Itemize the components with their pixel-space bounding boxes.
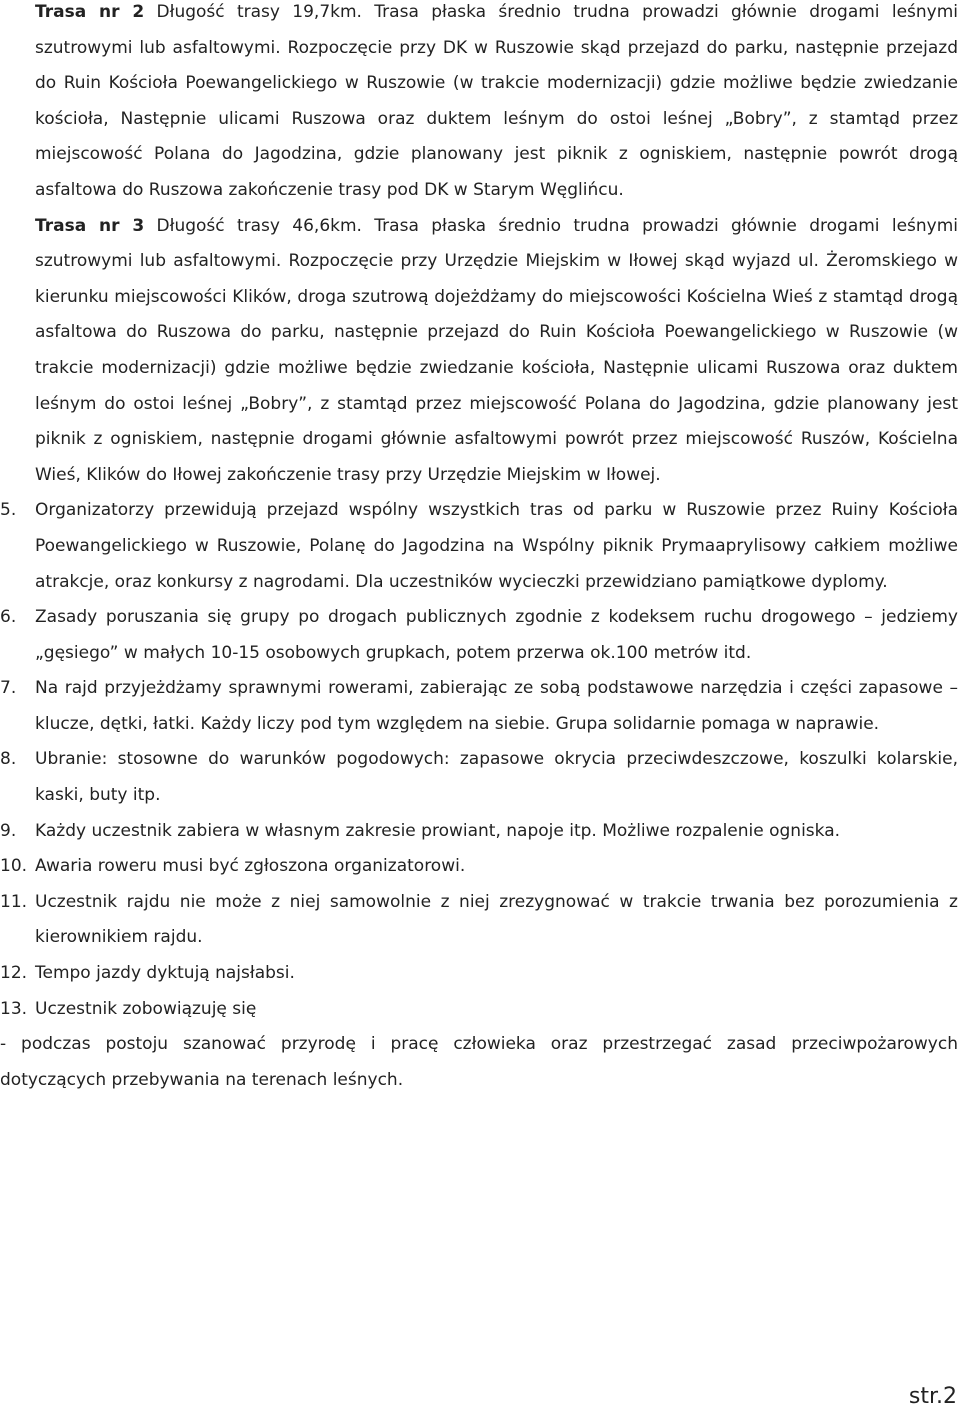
list-item-number: 6. (0, 607, 17, 628)
list-item (0, 671, 960, 742)
list-item-number: 10. (0, 856, 28, 877)
route-2-label: Trasa nr 2 (35, 2, 145, 22)
list-item-number: 8. (0, 749, 17, 770)
list-item-text: Uczestnik zobowiązuję się (35, 998, 257, 1019)
obligation-dash-item: - podczas postoju szanować przyrodę i pracę człowieka oraz przestrzegać zasad przeciwpożarowych dotyczących przebywania na terenach leśnych. (0, 1034, 958, 1090)
list-item (0, 885, 960, 956)
list-item-number: 13. (0, 998, 28, 1019)
list-item-number: 11. (0, 891, 28, 912)
list-item-number: 12. (0, 963, 28, 984)
rules-list (0, 493, 960, 1027)
route-3-paragraph (0, 209, 960, 494)
list-item (0, 600, 960, 671)
route-2-paragraph (0, 0, 960, 209)
list-item-text: Awaria roweru musi być zgłoszona organizatorowi. (35, 856, 466, 877)
list-item-number: 9. (0, 820, 17, 841)
list-item (0, 849, 960, 885)
list-item-text: Zasady poruszania się grupy po drogach publicznych zgodnie z kodeksem ruchu drogowego – jedziemy „gęsiego” w małych 10-15 osobowych grupkach, potem przerwa ok.100 metrów itd. (35, 607, 958, 663)
list-item-text: Tempo jazdy dyktują najsłabsi. (35, 963, 295, 984)
list-item (0, 742, 960, 813)
list-item (0, 992, 960, 1028)
list-item (0, 814, 960, 850)
list-item-text: Każdy uczestnik zabiera w własnym zakresie prowiant, napoje itp. Możliwe rozpalenie ogniska. (35, 820, 841, 841)
list-item (0, 493, 960, 600)
route-3-label: Trasa nr 3 (35, 215, 145, 236)
list-item-text: Organizatorzy przewidują przejazd wspólny wszystkich tras od parku w Ruszowie przez Ruiny Kościoła Poewangelickiego w Ruszowie, Polanę do Jagodzina na Wspólny piknik Prymaaprylisowy całkiem możliwe atrakcje, oraz konkursy z nagrodami. Dla uczestników wycieczki przewidziano pamiątkowe dyplomy. (35, 500, 958, 592)
route-2-text: Długość trasy 19,7km. Trasa płaska średnio trudna prowadzi głównie drogami leśnymi szutrowymi lub asfaltowymi. Rozpoczęcie przy DK w Ruszowie skąd przejazd do parku, następnie przejazd do Ruin Kościoła Poewangelickiego w Ruszowie (w trakcie modernizacji) gdzie możliwe będzie zwiedzanie kościoła, Następnie ulicami Ruszowa oraz duktem leśnym do ostoi leśnej „Bobry”, z stamtąd przez miejscowość Polana do Jagodzina, gdzie planowany jest piknik z ogniskiem, następnie powrót drogą asfaltowa do Ruszowa zakończenie trasy pod DK w Starym Węglińcu. (35, 2, 959, 200)
list-item-text: Ubranie: stosowne do warunków pogodowych: zapasowe okrycia przeciwdeszczowe, koszulki kolarskie, kaski, buty itp. (35, 749, 958, 806)
list-item-number: 5. (0, 500, 17, 521)
list-item-text: Uczestnik rajdu nie może z niej samowolnie z niej zrezygnować w trakcie trwania bez porozumienia z kierownikiem rajdu. (35, 891, 958, 948)
route-3-text: Długość trasy 46,6km. Trasa płaska średnio trudna prowadzi głównie drogami leśnymi szutrowymi lub asfaltowymi. Rozpoczęcie przy Urzędzie Miejskim w Iłowej skąd wyjazd ul. Żeromskiego w kierunku miejscowości Klików, droga szutrową dojeżdżamy do miejscowości Kościelna Wieś z stamtąd drogą asfaltowa do Ruszowa do parku, następnie przejazd do Ruin Kościoła Poewangelickiego w Ruszowie (w trakcie modernizacji) gdzie możliwe będzie zwiedzanie kościoła, Następnie ulicami Ruszowa oraz duktem leśnym do ostoi leśnej „Bobry”, z stamtąd przez miejscowość Polana do Jagodzina, gdzie planowany jest piknik z ogniskiem, następnie drogami głównie asfaltowymi powrót przez miejscowość Ruszów, Kościelna Wieś, Klików do Iłowej zakończenie trasy przy Urzędzie Miejskim w Iłowej. (35, 215, 959, 485)
list-item (0, 956, 960, 992)
page-number: str.2 (908, 1384, 957, 1409)
list-item-text: Na rajd przyjeżdżamy sprawnymi rowerami, zabierając ze sobą podstawowe narzędzia i części zapasowe – klucze, dętki, łatki. Każdy liczy pod tym względem na siebie. Grupa solidarnie pomaga w naprawie. (35, 678, 958, 734)
list-item-number: 7. (0, 678, 17, 699)
